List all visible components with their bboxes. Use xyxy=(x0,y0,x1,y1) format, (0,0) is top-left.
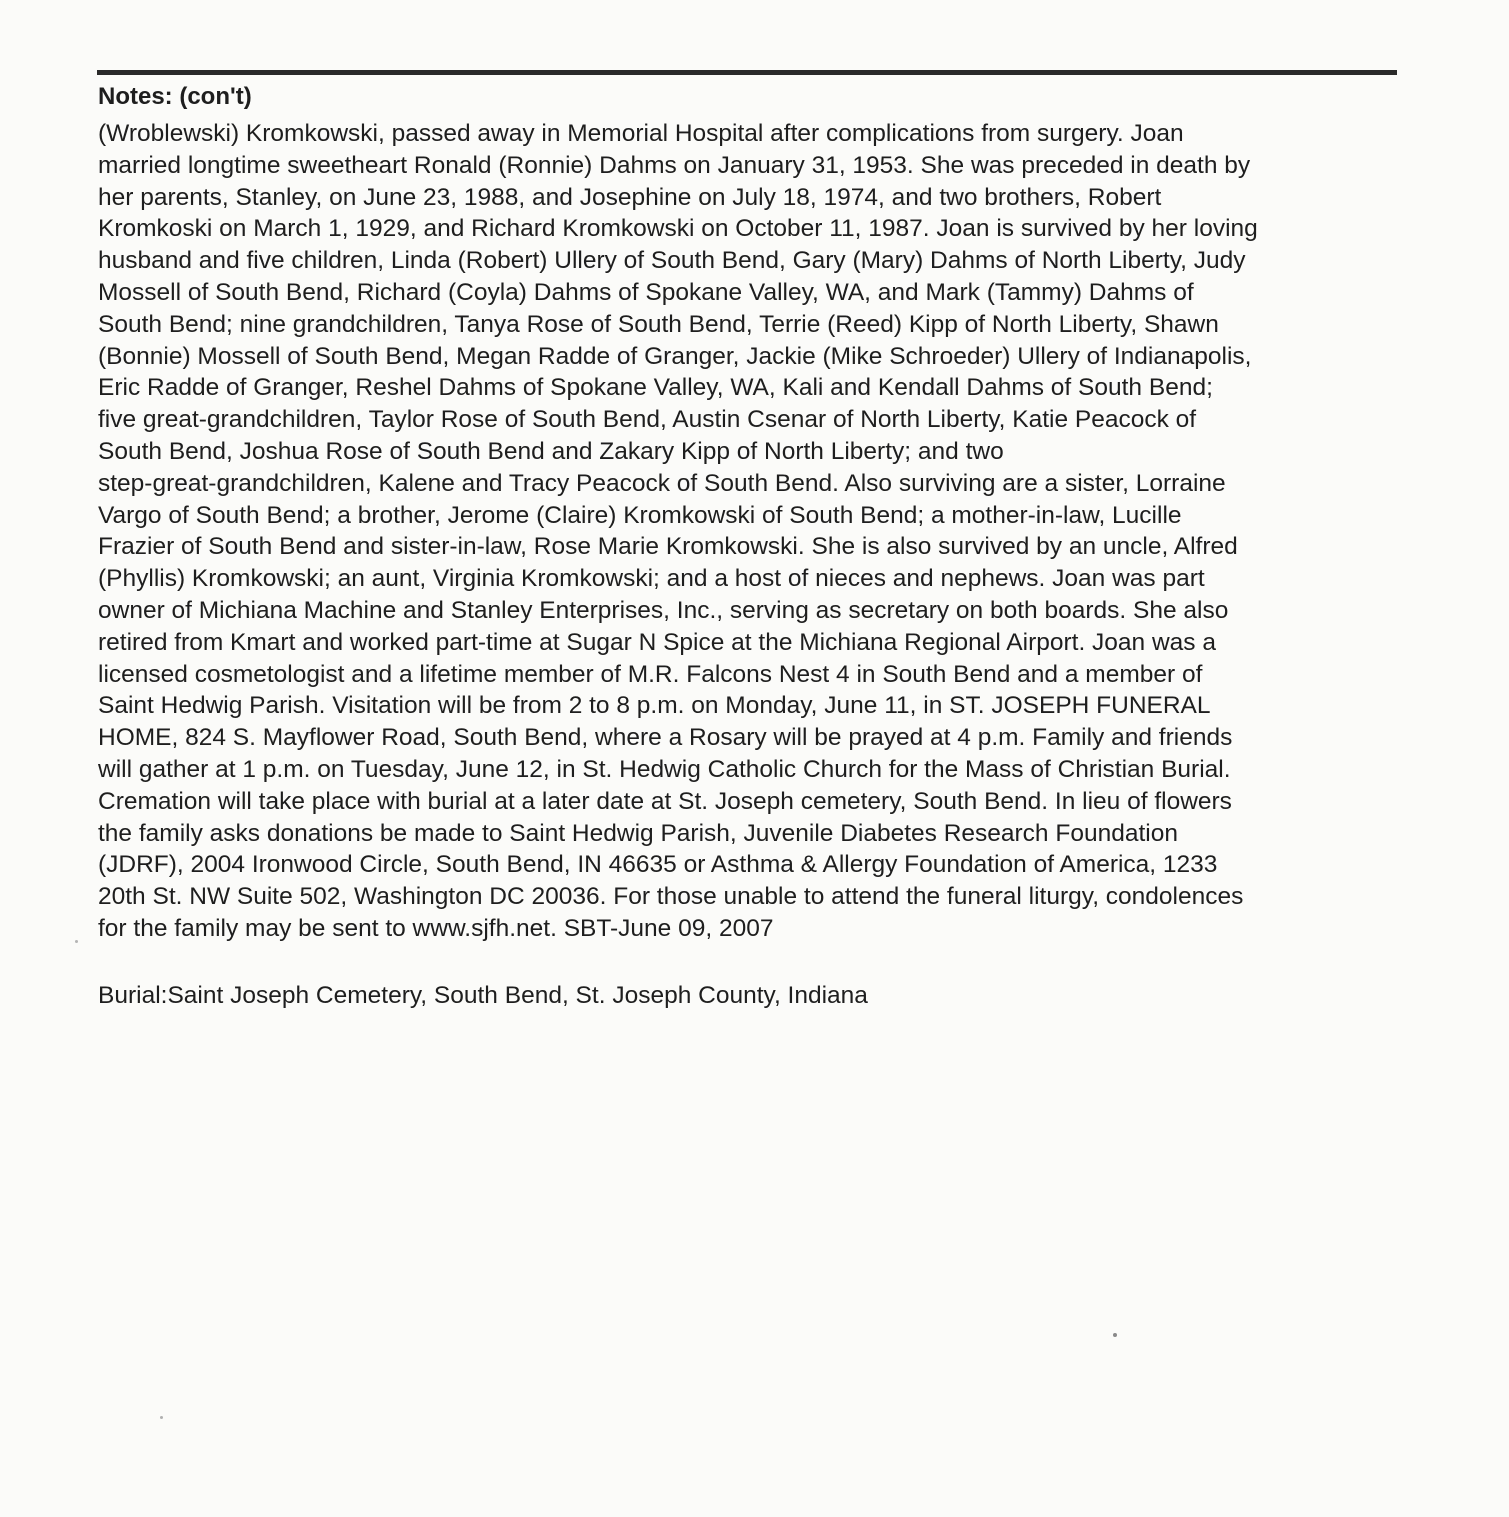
notes-heading: Notes: (con't) xyxy=(98,83,252,110)
notes-line: Eric Radde of Granger, Reshel Dahms of Spokane Valley, WA, Kali and Kendall Dahms of South Bend; xyxy=(98,374,1213,402)
notes-line: Vargo of South Bend; a brother, Jerome (Claire) Kromkowski of South Bend; a mother-in-law, Lucille xyxy=(98,501,1182,529)
notes-line: married longtime sweetheart Ronald (Ronnie) Dahms on January 31, 1953. She was preceded in death by xyxy=(98,151,1251,179)
notes-line: HOME, 824 S. Mayflower Road, South Bend, where a Rosary will be prayed at 4 p.m. Family and friends xyxy=(98,724,1233,752)
top-divider xyxy=(97,70,1397,75)
notes-line: her parents, Stanley, on June 23, 1988, and Josephine on July 18, 1974, and two brothers, Robert xyxy=(98,183,1162,211)
notes-line: South Bend; nine grandchildren, Tanya Rose of South Bend, Terrie (Reed) Kipp of North Liberty, Shawn xyxy=(98,310,1219,338)
notes-line: (Bonnie) Mossell of South Bend, Megan Radde of Granger, Jackie (Mike Schroeder) Ullery of Indianapolis, xyxy=(98,342,1252,370)
notes-line: Saint Hedwig Parish. Visitation will be from 2 to 8 p.m. on Monday, June 11, in ST. JOSEPH FUNERAL xyxy=(98,692,1211,720)
notes-line: Mossell of South Bend, Richard (Coyla) Dahms of Spokane Valley, WA, and Mark (Tammy) Dahms of xyxy=(98,278,1194,306)
notes-line: (Phyllis) Kromkowski; an aunt, Virginia Kromkowski; and a host of nieces and nephews. Joan was part xyxy=(98,565,1205,593)
notes-line: 20th St. NW Suite 502, Washington DC 20036. For those unable to attend the funeral liturgy, condolences xyxy=(98,883,1244,911)
notes-line: (JDRF), 2004 Ironwood Circle, South Bend, IN 46635 or Asthma & Allergy Foundation of America, 1233 xyxy=(98,851,1218,879)
notes-line: for the family may be sent to www.sjfh.net. SBT-June 09, 2007 xyxy=(98,914,774,942)
notes-line: (Wroblewski) Kromkowski, passed away in Memorial Hospital after complications from surgery. Joan xyxy=(98,120,1184,147)
paper-speck xyxy=(160,1416,163,1419)
notes-line: South Bend, Joshua Rose of South Bend and Zakary Kipp of North Liberty; and two xyxy=(98,437,1004,465)
notes-line: Frazier of South Bend and sister-in-law, Rose Marie Kromkowski. She is also survived by an uncle, Alfred xyxy=(98,533,1238,561)
notes-line: retired from Kmart and worked part-time at Sugar N Spice at the Michiana Regional Airport. Joan was a xyxy=(98,628,1216,656)
notes-line: five great-grandchildren, Taylor Rose of South Bend, Austin Csenar of North Liberty, Katie Peacock of xyxy=(98,406,1197,434)
notes-line: will gather at 1 p.m. on Tuesday, June 12, in St. Hedwig Catholic Church for the Mass of Christian Burial. xyxy=(98,755,1231,783)
notes-line: husband and five children, Linda (Robert) Ullery of South Bend, Gary (Mary) Dahms of North Liberty, Judy xyxy=(98,247,1246,275)
notes-line: the family asks donations be made to Saint Hedwig Parish, Juvenile Diabetes Research Foundation xyxy=(98,819,1178,847)
notes-body xyxy=(98,118,1398,945)
notes-line: Kromkoski on March 1, 1929, and Richard Kromkowski on October 11, 1987. Joan is survived by her loving xyxy=(98,215,1258,243)
notes-line: step-great-grandchildren, Kalene and Tracy Peacock of South Bend. Also surviving are a sister, Lorraine xyxy=(98,469,1226,497)
burial-line: Burial:Saint Joseph Cemetery, South Bend, St. Joseph County, Indiana xyxy=(98,982,868,1009)
paper-speck xyxy=(75,940,78,943)
notes-line: owner of Michiana Machine and Stanley Enterprises, Inc., serving as secretary on both boards. She also xyxy=(98,596,1229,624)
paper-speck xyxy=(1113,1333,1117,1337)
notes-line: licensed cosmetologist and a lifetime member of M.R. Falcons Nest 4 in South Bend and a member of xyxy=(98,660,1203,688)
notes-line: Cremation will take place with burial at a later date at St. Joseph cemetery, South Bend. In lieu of flowers xyxy=(98,787,1232,815)
